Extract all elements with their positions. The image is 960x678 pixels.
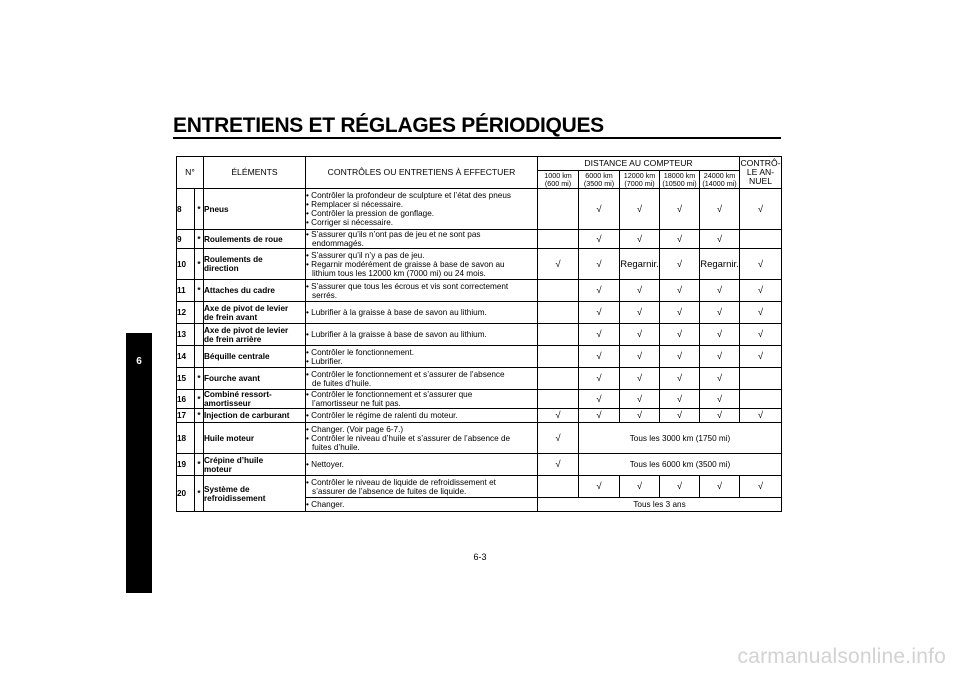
- table-row: [177, 302, 782, 324]
- row-number: 18: [177, 423, 195, 454]
- bullet: •: [306, 356, 309, 366]
- header-controls: CONTRÔLES OU ENTRETIENS À EFFECTUER: [306, 157, 538, 189]
- row-star: *: [195, 476, 204, 512]
- bullet: •: [306, 477, 309, 487]
- row-interval-cell: √: [579, 280, 620, 302]
- bullet: •: [306, 347, 309, 357]
- row-controls: • Changer. (Voir page 6-7.) • Contrôler le niveau d’huile et s’assurer de l’absence de fuites d’huile.: [306, 423, 538, 454]
- bullet: •: [306, 200, 309, 209]
- chapter-tab-label: 6: [136, 356, 142, 367]
- table-row: [177, 423, 782, 454]
- row-interval-cell: √: [660, 280, 700, 302]
- row-interval-cell: √: [579, 368, 620, 390]
- row-interval-cell: √: [700, 368, 740, 390]
- row-star: [195, 324, 204, 346]
- row-number: 11: [177, 280, 195, 302]
- row-element: Roulements de roue: [204, 230, 306, 249]
- row-element: Axe de pivot de levier de frein arrière: [204, 324, 306, 346]
- row-interval-cell: √: [620, 230, 660, 249]
- row-interval-cell: √: [579, 249, 620, 280]
- row-interval-cell: √: [660, 346, 700, 368]
- header-km-0: 1000 km (600 mi): [538, 171, 579, 189]
- row-interval-cell: [538, 189, 579, 230]
- row-interval-cell: √: [660, 189, 700, 230]
- row-controls: • Contrôler le régime de ralenti du moteur.: [306, 409, 538, 423]
- row-number: 9: [177, 230, 195, 249]
- row-interval-cell: √: [620, 390, 660, 409]
- table-row: [177, 249, 782, 280]
- row-interval-cell: √: [740, 280, 782, 302]
- row-interval-cell: √: [620, 368, 660, 390]
- row-interval-cell: [538, 230, 579, 249]
- row-interval-cell: √: [579, 409, 620, 423]
- table-row: [177, 476, 782, 498]
- row-number: 13: [177, 324, 195, 346]
- row-interval-cell: √: [700, 346, 740, 368]
- row-star: *: [195, 249, 204, 280]
- row-interval-cell: √: [620, 346, 660, 368]
- row-interval-cell: √: [660, 368, 700, 390]
- header-number: N°: [177, 157, 204, 189]
- row-controls: • Changer.: [306, 498, 538, 512]
- row-interval-cell: [740, 368, 782, 390]
- row-interval-cell: √: [660, 302, 700, 324]
- row-interval-cell: √: [620, 189, 660, 230]
- row-interval-cell: √: [740, 189, 782, 230]
- row-number: 10: [177, 249, 195, 280]
- row-interval-cell: √: [700, 476, 740, 498]
- row-star: [195, 346, 204, 368]
- row-interval-cell: √: [579, 346, 620, 368]
- table-row: [177, 189, 782, 230]
- header-km-4: 24000 km (14000 mi): [700, 171, 740, 189]
- row-interval-cell: √: [660, 476, 700, 498]
- row-interval-cell: √: [660, 249, 700, 280]
- row-interval-span: Tous les 6000 km (3500 mi): [579, 454, 782, 476]
- row-interval-cell: √: [700, 302, 740, 324]
- row-interval-cell: [740, 390, 782, 409]
- bullet: •: [306, 390, 309, 399]
- row-number: 12: [177, 302, 195, 324]
- table-row: [177, 390, 782, 409]
- row-element: Huile moteur: [204, 423, 306, 454]
- bullet: •: [306, 230, 309, 239]
- maintenance-table: [176, 156, 782, 512]
- row-controls: • S’assurer qu’il n’y a pas de jeu. • Regarnir modérément de graisse à base de savon au lithium tous les 12000 km (7000 mi) ou 24 mois.: [306, 249, 538, 280]
- row-interval-cell: √: [700, 189, 740, 230]
- row-interval-cell: √: [620, 280, 660, 302]
- bullet: •: [306, 369, 309, 379]
- row-interval-cell: √: [620, 476, 660, 498]
- row-controls: • S’assurer qu’ils n’ont pas de jeu et ne sont pas endommagés.: [306, 230, 538, 249]
- row-interval-cell: √: [660, 409, 700, 423]
- row-number: 17: [177, 409, 195, 423]
- header-km-1: 6000 km (3500 mi): [579, 171, 620, 189]
- row-controls: • Lubrifier à la graisse à base de savon au lithium.: [306, 324, 538, 346]
- bullet: •: [306, 424, 309, 434]
- row-element: Roulements de direction: [204, 249, 306, 280]
- row-star: *: [195, 280, 204, 302]
- row-controls: • Contrôler le fonctionnement et s’assurer que l’amortisseur ne fuit pas.: [306, 390, 538, 409]
- table-row: [177, 454, 782, 476]
- bullet: •: [306, 500, 309, 509]
- header-distance: DISTANCE AU COMPTEUR: [538, 157, 740, 171]
- table-row: [177, 346, 782, 368]
- row-interval-cell: √: [620, 324, 660, 346]
- row-interval-cell: [538, 346, 579, 368]
- row-interval-cell: Regarnir.: [700, 249, 740, 280]
- bullet: •: [306, 308, 309, 317]
- bullet: •: [306, 209, 309, 218]
- row-interval-span: Tous les 3 ans: [538, 498, 782, 512]
- table-row: [177, 230, 782, 249]
- row-interval-cell: √: [579, 476, 620, 498]
- row-number: 8: [177, 189, 195, 230]
- page-number: 6-3: [473, 552, 487, 562]
- table-row: [177, 324, 782, 346]
- row-interval-cell: √: [740, 302, 782, 324]
- row-interval-cell: √: [579, 390, 620, 409]
- row-star: *: [195, 390, 204, 409]
- row-interval-cell: √: [620, 409, 660, 423]
- row-star: *: [195, 368, 204, 390]
- row-interval-cell: √: [579, 302, 620, 324]
- row-interval-cell: √: [538, 249, 579, 280]
- row-interval-cell: √: [740, 249, 782, 280]
- row-interval-cell: [538, 324, 579, 346]
- row-interval-cell: √: [538, 454, 579, 476]
- row-element: Fourche avant: [204, 368, 306, 390]
- row-interval-cell: √: [620, 302, 660, 324]
- row-interval-cell: [538, 280, 579, 302]
- row-interval-cell: √: [579, 324, 620, 346]
- page-title: ENTRETIENS ET RÉGLAGES PÉRIODIQUES: [173, 114, 604, 137]
- row-interval-cell: √: [740, 409, 782, 423]
- row-interval-cell: √: [700, 280, 740, 302]
- bullet: •: [306, 330, 309, 339]
- bullet: •: [306, 191, 309, 200]
- row-interval-cell: √: [700, 390, 740, 409]
- table-row: [177, 409, 782, 423]
- row-interval-cell: Regarnir.: [620, 249, 660, 280]
- row-interval-cell: √: [700, 230, 740, 249]
- row-controls: • Nettoyer.: [306, 454, 538, 476]
- row-star: *: [195, 189, 204, 230]
- row-interval-cell: √: [538, 423, 579, 454]
- row-number: 19: [177, 454, 195, 476]
- row-element: Pneus: [204, 189, 306, 230]
- bullet: •: [306, 259, 309, 269]
- row-interval-cell: [538, 368, 579, 390]
- bullet: •: [306, 460, 309, 469]
- row-element: Béquille centrale: [204, 346, 306, 368]
- row-interval-cell: [538, 390, 579, 409]
- row-number: 20: [177, 476, 195, 512]
- header-annual-check: CONTRÔ- LE AN- NUEL: [740, 157, 782, 189]
- row-number: 16: [177, 390, 195, 409]
- row-star: [195, 302, 204, 324]
- row-controls: • Contrôler le fonctionnement. • Lubrifier.: [306, 346, 538, 368]
- row-controls: • Lubrifier à la graisse à base de savon au lithium.: [306, 302, 538, 324]
- row-interval-cell: √: [538, 409, 579, 423]
- row-interval-cell: [538, 476, 579, 498]
- row-controls: • S’assurer que tous les écrous et vis sont correctement serrés.: [306, 280, 538, 302]
- row-interval-cell: [740, 230, 782, 249]
- row-element: Axe de pivot de levier de frein avant: [204, 302, 306, 324]
- title-rule: [173, 137, 781, 139]
- bullet: •: [306, 281, 309, 291]
- row-interval-cell: √: [660, 324, 700, 346]
- row-interval-cell: √: [579, 189, 620, 230]
- row-controls: • Contrôler le niveau de liquide de refroidissement et s’assurer de l’absence de fuites de liquide.: [306, 476, 538, 498]
- row-star: *: [195, 230, 204, 249]
- row-star: *: [195, 454, 204, 476]
- row-element: Injection de carburant: [204, 409, 306, 423]
- row-element: Attaches du cadre: [204, 280, 306, 302]
- row-interval-cell: [538, 302, 579, 324]
- bullet: •: [306, 250, 309, 260]
- site-watermark[interactable]: carmanualsonline.info: [737, 645, 946, 668]
- row-interval-cell: √: [740, 476, 782, 498]
- row-interval-cell: √: [700, 324, 740, 346]
- bullet: •: [306, 218, 309, 227]
- header-km-3: 18000 km (10500 mi): [660, 171, 700, 189]
- row-element: Combiné ressort- amortisseur: [204, 390, 306, 409]
- row-interval-cell: √: [740, 324, 782, 346]
- row-number: 15: [177, 368, 195, 390]
- row-star: *: [195, 409, 204, 423]
- row-element: Système de refroidissement: [204, 476, 306, 512]
- row-interval-cell: √: [740, 346, 782, 368]
- header-elements: ÉLÉMENTS: [204, 157, 306, 189]
- bullet: •: [306, 411, 309, 420]
- row-interval-cell: √: [660, 390, 700, 409]
- row-interval-cell: √: [700, 409, 740, 423]
- table-row: [177, 368, 782, 390]
- row-star: [195, 423, 204, 454]
- row-interval-cell: √: [660, 230, 700, 249]
- row-number: 14: [177, 346, 195, 368]
- row-element: Crépine d’huile moteur: [204, 454, 306, 476]
- row-controls: • Contrôler le fonctionnement et s’assurer de l’absence de fuites d’huile.: [306, 368, 538, 390]
- row-interval-span: Tous les 3000 km (1750 mi): [579, 423, 782, 454]
- bullet: •: [306, 433, 309, 443]
- row-controls: • Contrôler la profondeur de sculpture et l’état des pneus • Remplacer si nécessaire. • Contrôler la pression de gonflage. • Corriger si nécessaire.: [306, 189, 538, 230]
- table-row: [177, 280, 782, 302]
- header-km-2: 12000 km (7000 mi): [620, 171, 660, 189]
- row-interval-cell: √: [579, 230, 620, 249]
